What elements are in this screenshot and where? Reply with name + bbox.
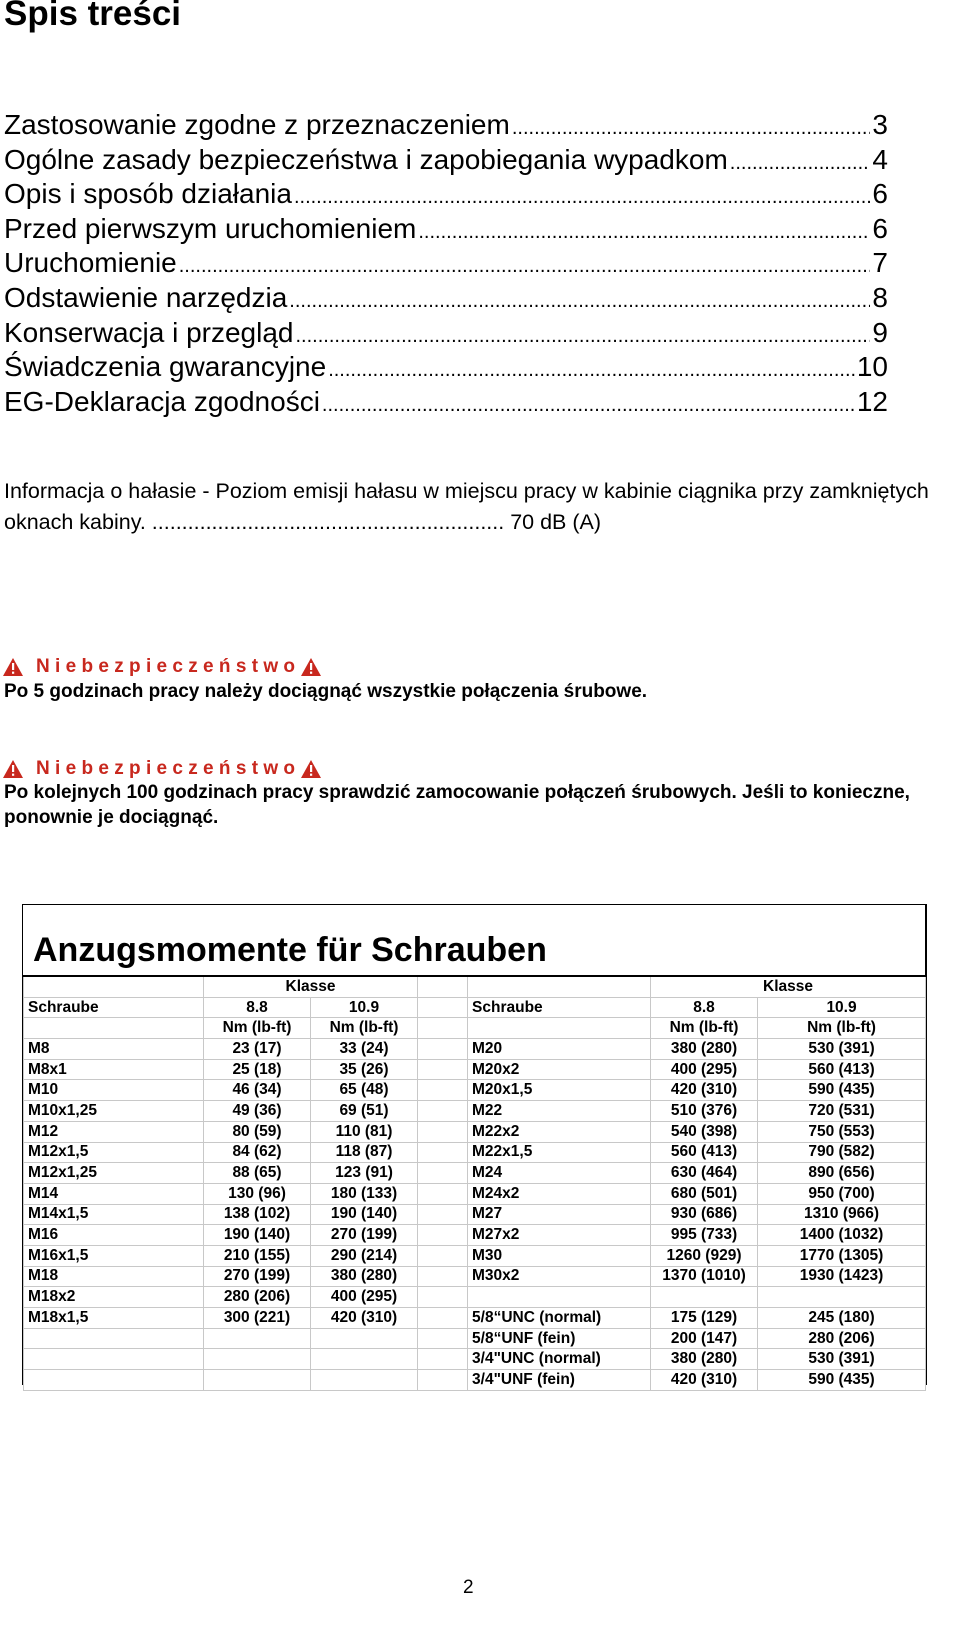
spacer-cell <box>418 1349 468 1370</box>
table-row <box>24 1370 926 1391</box>
torque-10-9-cell <box>758 1287 926 1308</box>
toc-entry-title: Ogólne zasady bezpieczeństwa i zapobiegania wypadkom <box>4 143 728 175</box>
table-row <box>24 1266 926 1287</box>
toc-entry-page: 6 <box>872 212 888 244</box>
bolt-size-cell: M18x2 <box>24 1287 204 1308</box>
toc-leader-dots <box>296 319 871 354</box>
torque-10-9-cell: 560 (413) <box>758 1059 926 1080</box>
torque-8-8-cell: 995 (733) <box>651 1225 758 1246</box>
torque-10-9-cell: 69 (51) <box>311 1101 418 1122</box>
toc-entry-title: Przed pierwszym uruchomieniem <box>4 212 417 244</box>
toc-entry-page: 10 <box>856 351 888 383</box>
torque-10-9-cell: 65 (48) <box>311 1080 418 1101</box>
torque-table-title: Anzugsmomente für Schrauben <box>33 931 547 969</box>
bolt-size-cell: M27x2 <box>468 1225 651 1246</box>
toc-entry[interactable] <box>4 316 888 351</box>
torque-8-8-cell: 46 (34) <box>204 1080 311 1101</box>
torque-10-9-cell: 33 (24) <box>311 1039 418 1060</box>
torque-8-8-cell: 380 (280) <box>651 1039 758 1060</box>
table-row <box>24 1349 926 1370</box>
table-row <box>24 1142 926 1163</box>
torque-8-8-cell: 88 (65) <box>204 1163 311 1184</box>
warning-icon <box>300 759 322 779</box>
bolt-size-cell: M24x2 <box>468 1183 651 1204</box>
bolt-size-cell: M14 <box>24 1183 204 1204</box>
noise-info-text: Informacja o hałasie - Poziom emisji hałasu w miejscu pracy w kabinie ciągnika przy zamkniętych oknach kabiny. ........................................................... <box>4 479 929 534</box>
torque-10-9-cell: 123 (91) <box>311 1163 418 1184</box>
table-row <box>24 1163 926 1184</box>
torque-8-8-cell: 210 (155) <box>204 1245 311 1266</box>
klasse-header: Klasse <box>204 976 418 997</box>
toc-entry-page: 4 <box>872 143 888 175</box>
spacer-cell <box>418 1163 468 1184</box>
bolt-size-cell: M22x1,5 <box>468 1142 651 1163</box>
bolt-size-cell: M30 <box>468 1245 651 1266</box>
table-row <box>24 1039 926 1060</box>
spacer-cell <box>418 1245 468 1266</box>
unit-header: Nm (lb-ft) <box>204 1018 311 1039</box>
bolt-size-cell: M12 <box>24 1121 204 1142</box>
torque-10-9-cell: 1770 (1305) <box>758 1245 926 1266</box>
bolt-size-cell: M18x1,5 <box>24 1308 204 1329</box>
spacer-cell <box>418 1059 468 1080</box>
toc-entry[interactable] <box>4 350 888 385</box>
torque-10-9-cell: 245 (180) <box>758 1308 926 1329</box>
schraube-header: Schraube <box>468 997 651 1018</box>
bolt-size-cell: M16x1,5 <box>24 1245 204 1266</box>
bolt-size-cell: M14x1,5 <box>24 1204 204 1225</box>
torque-10-9-cell: 270 (199) <box>311 1225 418 1246</box>
torque-8-8-cell: 420 (310) <box>651 1370 758 1391</box>
torque-8-8-cell: 930 (686) <box>651 1204 758 1225</box>
warning-icon <box>300 657 322 677</box>
table-row <box>24 1328 926 1349</box>
header-cell <box>24 976 204 997</box>
torque-10-9-cell: 1400 (1032) <box>758 1225 926 1246</box>
toc-leader-dots <box>328 353 855 388</box>
bolt-size-cell: M27 <box>468 1204 651 1225</box>
class-10-9-header: 10.9 <box>758 997 926 1018</box>
bolt-size-cell: M8 <box>24 1039 204 1060</box>
torque-8-8-cell: 560 (413) <box>651 1142 758 1163</box>
torque-10-9-cell: 890 (656) <box>758 1163 926 1184</box>
toc-entry[interactable] <box>4 143 888 178</box>
torque-8-8-cell: 270 (199) <box>204 1266 311 1287</box>
toc-entry[interactable] <box>4 281 888 316</box>
toc-entry-title: EG-Deklaracja zgodności <box>4 385 320 417</box>
torque-10-9-cell: 280 (206) <box>758 1328 926 1349</box>
page-title: Spis treści <box>4 0 182 33</box>
table-row <box>24 1225 926 1246</box>
spacer-cell <box>418 1101 468 1122</box>
warning-icon <box>2 657 24 677</box>
torque-8-8-cell: 510 (376) <box>651 1101 758 1122</box>
torque-8-8-cell: 200 (147) <box>651 1328 758 1349</box>
torque-8-8-cell: 540 (398) <box>651 1121 758 1142</box>
page-number: 2 <box>463 1577 474 1598</box>
bolt-size-cell: M30x2 <box>468 1266 651 1287</box>
torque-8-8-cell: 23 (17) <box>204 1039 311 1060</box>
klasse-header: Klasse <box>651 976 926 997</box>
toc-entry-page: 9 <box>872 316 888 348</box>
spacer-cell <box>418 1225 468 1246</box>
table-row <box>24 1287 926 1308</box>
torque-10-9-cell: 290 (214) <box>311 1245 418 1266</box>
torque-8-8-cell: 300 (221) <box>204 1308 311 1329</box>
table-row <box>24 1183 926 1204</box>
spacer-cell <box>418 1183 468 1204</box>
spacer-cell <box>418 1080 468 1101</box>
unit-header: Nm (lb-ft) <box>651 1018 758 1039</box>
toc-entry-page: 8 <box>872 281 888 313</box>
header-cell <box>24 1018 204 1039</box>
torque-8-8-cell: 80 (59) <box>204 1121 311 1142</box>
bolt-size-cell <box>24 1370 204 1391</box>
torque-10-9-cell: 380 (280) <box>311 1266 418 1287</box>
bolt-size-cell: M8x1 <box>24 1059 204 1080</box>
torque-8-8-cell: 138 (102) <box>204 1204 311 1225</box>
table-row <box>24 1121 926 1142</box>
bolt-size-cell: M12x1,25 <box>24 1163 204 1184</box>
class-8-8-header: 8.8 <box>651 997 758 1018</box>
toc-leader-dots <box>730 146 871 181</box>
torque-8-8-cell: 49 (36) <box>204 1101 311 1122</box>
bolt-size-cell: 5/8“UNF (fein) <box>468 1328 651 1349</box>
torque-8-8-cell: 420 (310) <box>651 1080 758 1101</box>
bolt-size-cell: M24 <box>468 1163 651 1184</box>
spacer-cell <box>418 1142 468 1163</box>
spacer-cell <box>418 997 468 1018</box>
torque-10-9-cell: 35 (26) <box>311 1059 418 1080</box>
spacer-cell <box>418 976 468 997</box>
spacer-cell <box>418 1287 468 1308</box>
torque-10-9-cell: 118 (87) <box>311 1142 418 1163</box>
toc-leader-dots <box>294 180 870 215</box>
warning-heading <box>2 758 322 780</box>
torque-table <box>23 975 926 1391</box>
spacer-cell <box>418 1370 468 1391</box>
noise-info <box>4 476 934 538</box>
warning-heading <box>2 656 322 678</box>
toc-entry-title: Zastosowanie zgodne z przeznaczeniem <box>4 109 510 140</box>
torque-10-9-cell: 590 (435) <box>758 1370 926 1391</box>
bolt-size-cell: M20x1,5 <box>468 1080 651 1101</box>
torque-10-9-cell: 190 (140) <box>311 1204 418 1225</box>
table-row <box>24 1080 926 1101</box>
torque-10-9-cell: 1310 (966) <box>758 1204 926 1225</box>
spacer-cell <box>418 1018 468 1039</box>
torque-8-8-cell <box>204 1370 311 1391</box>
torque-10-9-cell: 420 (310) <box>311 1308 418 1329</box>
bolt-size-cell: 3/4"UNC (normal) <box>468 1349 651 1370</box>
warning-heading-text: Niebezpieczeństwo <box>36 758 301 779</box>
warning-text: Po 5 godzinach pracy należy dociągnąć wszystkie połączenia śrubowe. <box>4 681 648 702</box>
torque-10-9-cell <box>311 1328 418 1349</box>
torque-10-9-cell <box>311 1370 418 1391</box>
toc-leader-dots <box>322 388 855 423</box>
torque-8-8-cell: 630 (464) <box>651 1163 758 1184</box>
torque-10-9-cell: 590 (435) <box>758 1080 926 1101</box>
table-row <box>24 1245 926 1266</box>
spacer-cell <box>418 1121 468 1142</box>
torque-8-8-cell: 1260 (929) <box>651 1245 758 1266</box>
torque-8-8-cell: 175 (129) <box>651 1308 758 1329</box>
torque-8-8-cell: 25 (18) <box>204 1059 311 1080</box>
toc-leader-dots <box>289 284 870 319</box>
table-row <box>24 1059 926 1080</box>
torque-10-9-cell: 790 (582) <box>758 1142 926 1163</box>
table-of-contents <box>4 108 888 419</box>
torque-10-9-cell: 1930 (1423) <box>758 1266 926 1287</box>
bolt-size-cell: M20x2 <box>468 1059 651 1080</box>
torque-10-9-cell: 750 (553) <box>758 1121 926 1142</box>
bolt-size-cell: M22 <box>468 1101 651 1122</box>
toc-leader-dots <box>512 111 871 146</box>
spacer-cell <box>418 1266 468 1287</box>
torque-table-box <box>22 904 927 1388</box>
spacer-cell <box>418 1308 468 1329</box>
bolt-size-cell: M18 <box>24 1266 204 1287</box>
torque-10-9-cell: 180 (133) <box>311 1183 418 1204</box>
spacer-cell <box>418 1204 468 1225</box>
torque-8-8-cell: 130 (96) <box>204 1183 311 1204</box>
toc-entry[interactable] <box>4 177 888 212</box>
bolt-size-cell: M16 <box>24 1225 204 1246</box>
torque-8-8-cell: 380 (280) <box>651 1349 758 1370</box>
unit-header: Nm (lb-ft) <box>758 1018 926 1039</box>
table-row <box>24 1308 926 1329</box>
torque-10-9-cell: 110 (81) <box>311 1121 418 1142</box>
bolt-size-cell: M10 <box>24 1080 204 1101</box>
bolt-size-cell <box>24 1349 204 1370</box>
toc-entry-page: 7 <box>872 247 888 279</box>
torque-8-8-cell: 680 (501) <box>651 1183 758 1204</box>
toc-entry[interactable] <box>4 246 888 281</box>
torque-8-8-cell <box>651 1287 758 1308</box>
toc-entry-page: 6 <box>872 178 888 210</box>
toc-entry-page: 3 <box>872 109 888 140</box>
torque-8-8-cell: 190 (140) <box>204 1225 311 1246</box>
torque-10-9-cell: 950 (700) <box>758 1183 926 1204</box>
toc-entry-title: Świadczenia gwarancyjne <box>4 351 327 383</box>
unit-header: Nm (lb-ft) <box>311 1018 418 1039</box>
toc-entry-title: Konserwacja i przegląd <box>4 316 294 348</box>
torque-10-9-cell: 400 (295) <box>311 1287 418 1308</box>
torque-10-9-cell: 530 (391) <box>758 1349 926 1370</box>
header-cell <box>468 976 651 997</box>
torque-8-8-cell <box>204 1349 311 1370</box>
bolt-size-cell <box>24 1328 204 1349</box>
torque-8-8-cell: 1370 (1010) <box>651 1266 758 1287</box>
bolt-size-cell: M20 <box>468 1039 651 1060</box>
bolt-size-cell: M12x1,5 <box>24 1142 204 1163</box>
toc-leader-dots <box>179 249 871 284</box>
bolt-size-cell: 5/8“UNC (normal) <box>468 1308 651 1329</box>
toc-entry[interactable] <box>4 108 888 143</box>
schraube-header: Schraube <box>24 997 204 1018</box>
spacer-cell <box>418 1328 468 1349</box>
warning-icon <box>2 759 24 779</box>
toc-entry[interactable] <box>4 385 888 420</box>
torque-8-8-cell <box>204 1328 311 1349</box>
toc-entry-title: Opis i sposób działania <box>4 178 292 210</box>
class-10-9-header: 10.9 <box>311 997 418 1018</box>
torque-10-9-cell: 530 (391) <box>758 1039 926 1060</box>
toc-entry-title: Uruchomienie <box>4 247 177 279</box>
toc-leader-dots <box>418 215 870 250</box>
bolt-size-cell: 3/4"UNF (fein) <box>468 1370 651 1391</box>
header-cell <box>468 1018 651 1039</box>
toc-entry-title: Odstawienie narzędzia <box>4 281 288 313</box>
warning-text: Po kolejnych 100 godzinach pracy sprawdzić zamocowanie połączeń śrubowych. Jeśli to konieczne, ponownie je dociągnąć. <box>4 782 910 828</box>
bolt-size-cell: M10x1,25 <box>24 1101 204 1122</box>
table-row <box>24 1204 926 1225</box>
class-8-8-header: 8.8 <box>204 997 311 1018</box>
noise-info-value: 70 dB (A) <box>504 510 602 534</box>
torque-8-8-cell: 280 (206) <box>204 1287 311 1308</box>
table-row <box>24 1101 926 1122</box>
spacer-cell <box>418 1039 468 1060</box>
torque-10-9-cell <box>311 1349 418 1370</box>
toc-entry-page: 12 <box>856 385 888 417</box>
warning-heading-text: Niebezpieczeństwo <box>36 656 301 677</box>
torque-8-8-cell: 84 (62) <box>204 1142 311 1163</box>
bolt-size-cell <box>468 1287 651 1308</box>
torque-8-8-cell: 400 (295) <box>651 1059 758 1080</box>
bolt-size-cell: M22x2 <box>468 1121 651 1142</box>
torque-10-9-cell: 720 (531) <box>758 1101 926 1122</box>
toc-entry[interactable] <box>4 212 888 247</box>
